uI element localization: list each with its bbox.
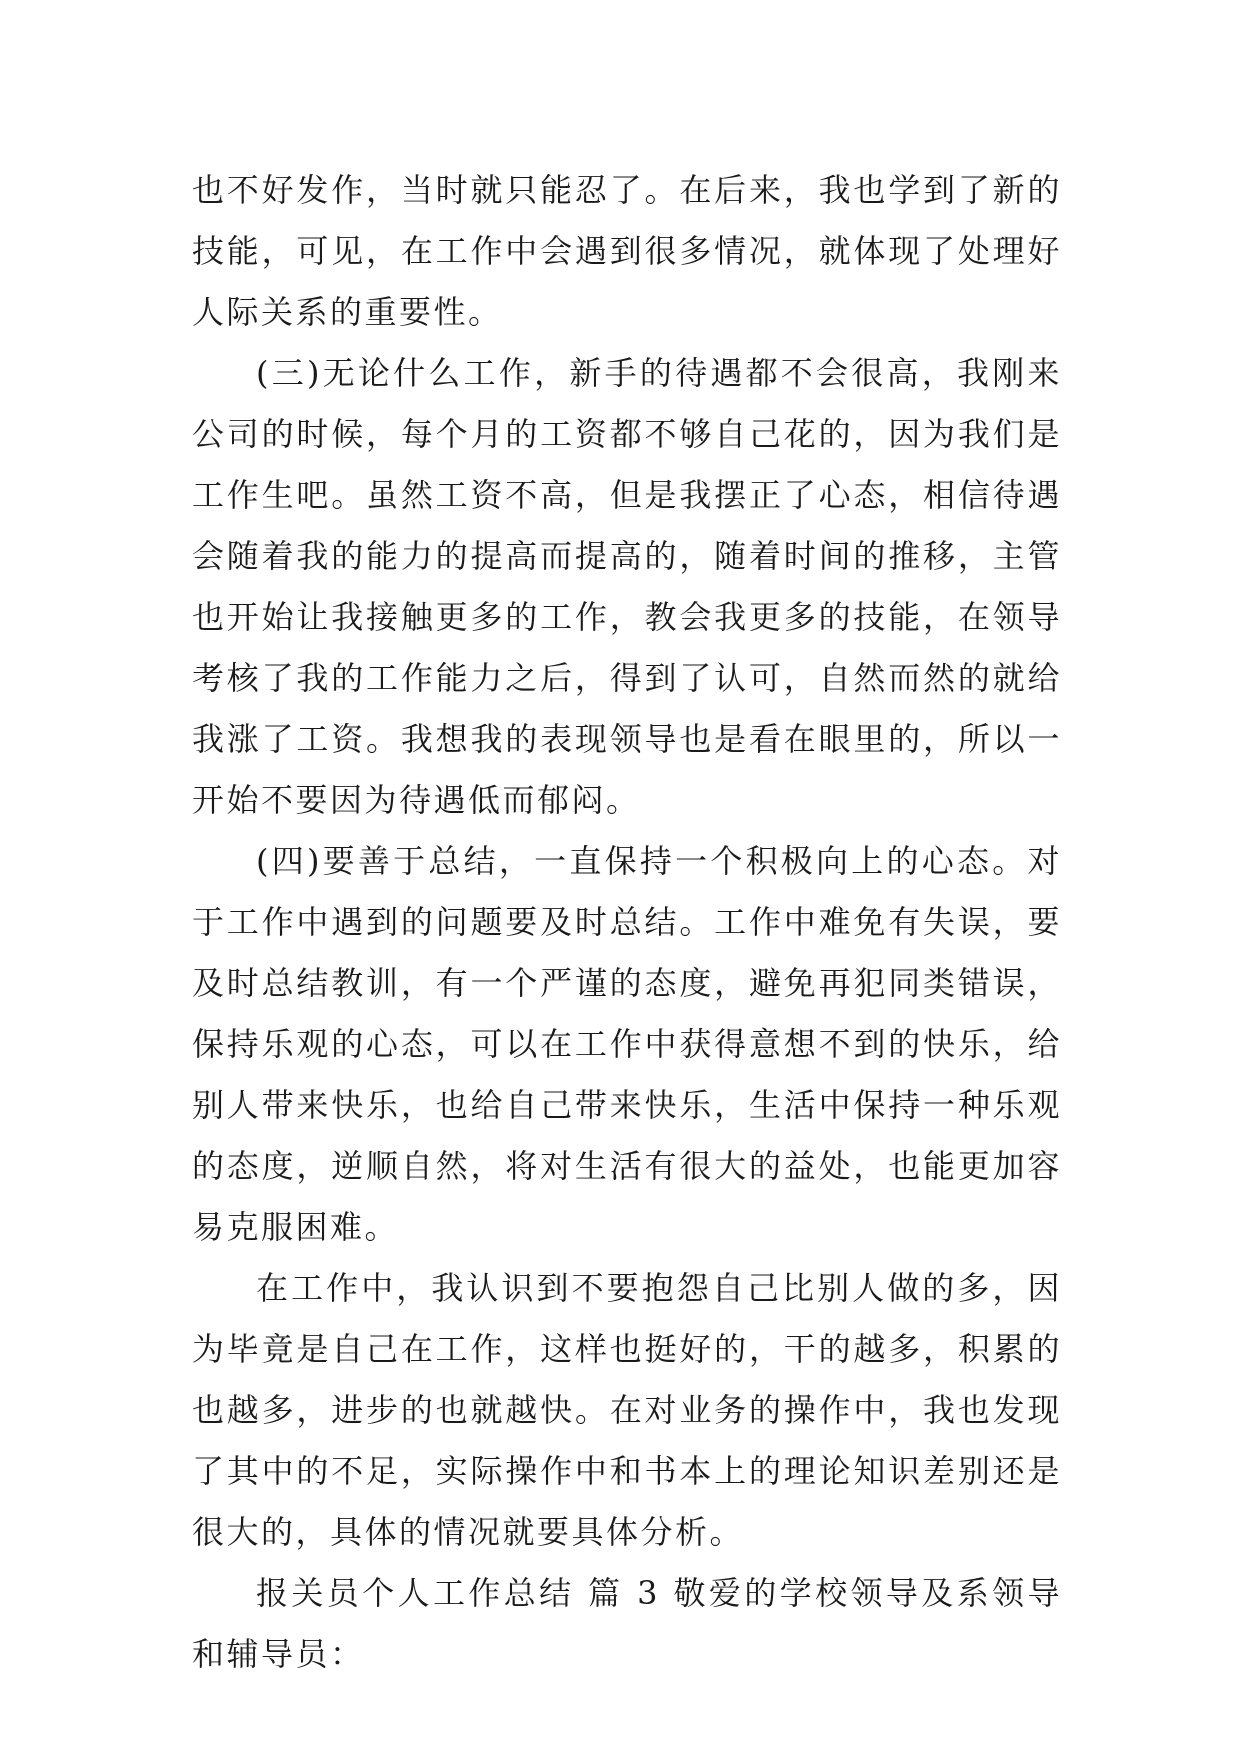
paragraph-3: (四)要善于总结，一直保持一个积极向上的心态。对于工作中遇到的问题要及时总结。工作中难免有失误，要及时总结教训，有一个严谨的态度，避免再犯同类错误，保持乐观的心态，可以在工作中获得意想不到的快乐，给别人带来快乐，也给自己带来快乐，生活中保持一种乐观的态度，逆顺自然，将对生活有很大的益处，也能更加容易克服困难。 (192, 842, 1062, 1246)
paragraph-5: 报关员个人工作总结 篇 3 敬爱的学校领导及系领导和辅导员： (192, 1574, 1062, 1673)
paragraph-4: 在工作中，我认识到不要抱怨自己比别人做的多，因为毕竟是自己在工作，这样也挺好的，干的越多，积累的也越多，进步的也就越快。在对业务的操作中，我也发现了其中的不足，实际操作中和书本上的理论知识差别还是很大的，具体的情况就要具体分析。 (192, 1269, 1062, 1551)
paragraph-1: 也不好发作，当时就只能忍了。在后来，我也学到了新的技能，可见，在工作中会遇到很多情况，就体现了处理好人际关系的重要性。 (192, 171, 1062, 331)
document-body (192, 160, 1062, 1685)
paragraph-2: (三)无论什么工作，新手的待遇都不会很高，我刚来公司的时候，每个月的工资都不够自己花的，因为我们是工作生吧。虽然工资不高，但是我摆正了心态，相信待遇会随着我的能力的提高而提高的，随着时间的推移，主管也开始让我接触更多的工作，教会我更多的技能，在领导考核了我的工作能力之后，得到了认可，自然而然的就给我涨了工资。我想我的表现领导也是看在眼里的，所以一开始不要因为待遇低而郁闷。 (192, 354, 1062, 819)
